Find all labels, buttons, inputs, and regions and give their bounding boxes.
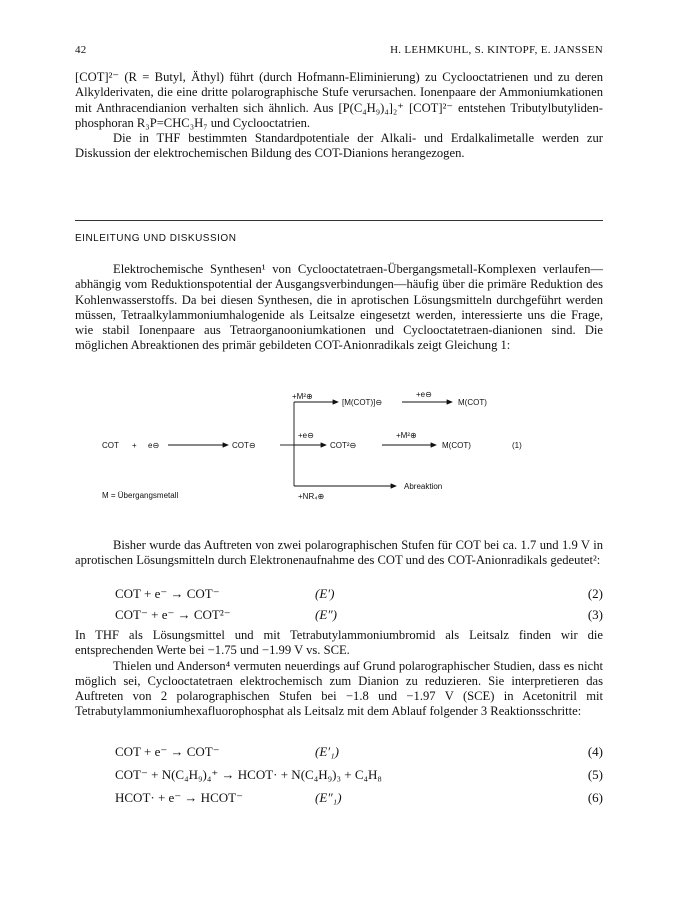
paragraph-1: Elektrochemische Synthesen¹ von Cyclooctatetraen-Übergangsmetall-Komplexen verlaufen—abhängig vom Reduktionspotential der Ausgangsverbindungen—häufig über die primäre Reduktion des Kohlenwasserstoffs. Da bei diesen Synthesen, die in aprotischen Lösungsmitteln durchgeführt werden müssen, Tetraalkylammoniumhalogenide als Leitsalze eingesetzt werden, interessierte uns die Frage, wie stabil Ionenpaare aus Tetraorganooniumkationen und Cyclooctatetraen-dianionen sind. Die möglichen Abreaktionen des primär gebildeten COT-Anionradikals zeigt Gleichung 1: xyxy=(75,262,603,353)
scheme-cot: COT xyxy=(102,441,119,450)
scheme-electron: e⊖ xyxy=(148,441,160,450)
scheme-legend: M = Übergangsmetall xyxy=(102,491,179,500)
scheme-metal-cot-complex: [M(COT)]⊖ xyxy=(342,398,383,407)
equation-6-reaction: HCOT· + e⁻ → HCOT⁻ xyxy=(115,790,243,805)
page-number: 42 xyxy=(75,44,87,56)
intro-paragraph xyxy=(75,262,603,354)
equation-3 xyxy=(115,607,603,624)
scheme-abreaktion: Abreaktion xyxy=(404,482,443,491)
paragraph-4: Thielen und Anderson⁴ vermuten neuerdings auf Grund polarographischer Studien, dass es nicht möglich sei, Cyclooctatetraen elektrochemisch zum Dianion zu reduzieren. Sie interpretieren das Auftreten von 2 polarographischen Stufen bei −1.8 und −1.97 V (SCE) in Acetonitril mit Tetrabutylammoniumhexafluorophosphat als Leitsalz mit dem Ablauf folgender 3 Reaktionsschritte: xyxy=(75,658,603,719)
reaction-scheme-svg xyxy=(100,388,580,528)
equation-4-number: (4) xyxy=(587,744,603,759)
paragraph-2: Bisher wurde das Auftreten von zwei polarographischen Stufen für COT bei ca. 1.7 und 1.9 V in aprotischen Lösungsmitteln durch Elektronenaufnahme des COT und des COT-Anionradikals gedeutet²: xyxy=(75,538,603,568)
scheme-cot-radical: COT⊖ xyxy=(232,441,256,450)
equation-6-number: (6) xyxy=(587,790,603,805)
equation-5 xyxy=(115,767,603,784)
abstract xyxy=(75,70,603,162)
paragraph-3-4-block xyxy=(75,628,603,720)
running-head-authors: H. LEHMKUHL, S. KINTOPF, E. JANSSEN xyxy=(390,44,603,56)
equation-5-number: (5) xyxy=(587,767,603,782)
scheme-metal-cot-top: M(COT) xyxy=(458,398,487,407)
scheme-plus: + xyxy=(132,441,137,450)
abstract-paragraph-1: [COT]²⁻ (R = Butyl, Äthyl) führt (durch Hofmann-Eliminierung) zu Cyclooctatrienen und zu deren Alkylderivaten, die eine dritte polarographische Stufe verursachen. Ionenpaare der Ammoniumkationen mit Anthracendianion verhalten sich ähnlich. Aus [P(C₄H₉)₄]₂⁺ [COT]²⁻ entstehen Tributylbutyliden-phosphoran R₃P=CHC₃H₇ und Cyclooctatrien. xyxy=(75,70,603,130)
abstract-paragraph-2: Die in THF bestimmten Standardpotentiale der Alkali- und Erdalkalimetalle werden zur Diskussion der elektrochemischen Bildung des COT-Dianions herangezogen. xyxy=(75,131,603,161)
equation-4-reaction: COT + e⁻ → COT⁻ xyxy=(115,744,220,759)
section-divider xyxy=(75,220,603,221)
scheme-add-electron-middle: +e⊖ xyxy=(298,431,314,440)
scheme-cot-dianion: COT²⊖ xyxy=(330,441,357,450)
equation-2-number: (2) xyxy=(587,586,603,601)
scheme-add-metal: +M²⊕ xyxy=(292,392,313,401)
equation-2-reaction: COT + e⁻ → COT⁻ xyxy=(115,586,220,601)
equation-6-potential: (E″₁) xyxy=(315,790,342,805)
scheme-metal-cot-middle: M(COT) xyxy=(442,441,471,450)
equation-3-reaction: COT⁻ + e⁻ → COT²⁻ xyxy=(115,607,231,622)
scheme-add-ammonium: +NR₄⊕ xyxy=(298,492,325,501)
equation-4-potential: (E′₁) xyxy=(315,744,339,759)
scheme-add-electron-top: +e⊖ xyxy=(416,390,432,399)
equation-4 xyxy=(115,744,603,761)
page-header xyxy=(75,44,603,60)
paragraph-2-block xyxy=(75,538,603,569)
equation-2-potential: (E′) xyxy=(315,586,335,601)
equation-2 xyxy=(115,586,603,603)
equation-5-reaction: COT⁻ + N(C₄H₉)₄⁺ → HCOT· + N(C₄H₉)₃ + C₄H₈ xyxy=(115,767,382,782)
reaction-scheme xyxy=(100,388,580,528)
equation-6 xyxy=(115,790,603,807)
paragraph-3: In THF als Lösungsmittel und mit Tetrabutylammoniumbromid als Leitsalz finden wir die entsprechenden Werte bei −1.75 und −1.99 V vs. SCE. xyxy=(75,628,603,658)
scheme-equation-number: (1) xyxy=(512,441,522,450)
scheme-add-metal-middle: +M²⊕ xyxy=(396,431,417,440)
equation-3-number: (3) xyxy=(587,607,603,622)
section-heading: EINLEITUNG UND DISKUSSION xyxy=(75,233,237,244)
equation-3-potential: (E″) xyxy=(315,607,338,622)
